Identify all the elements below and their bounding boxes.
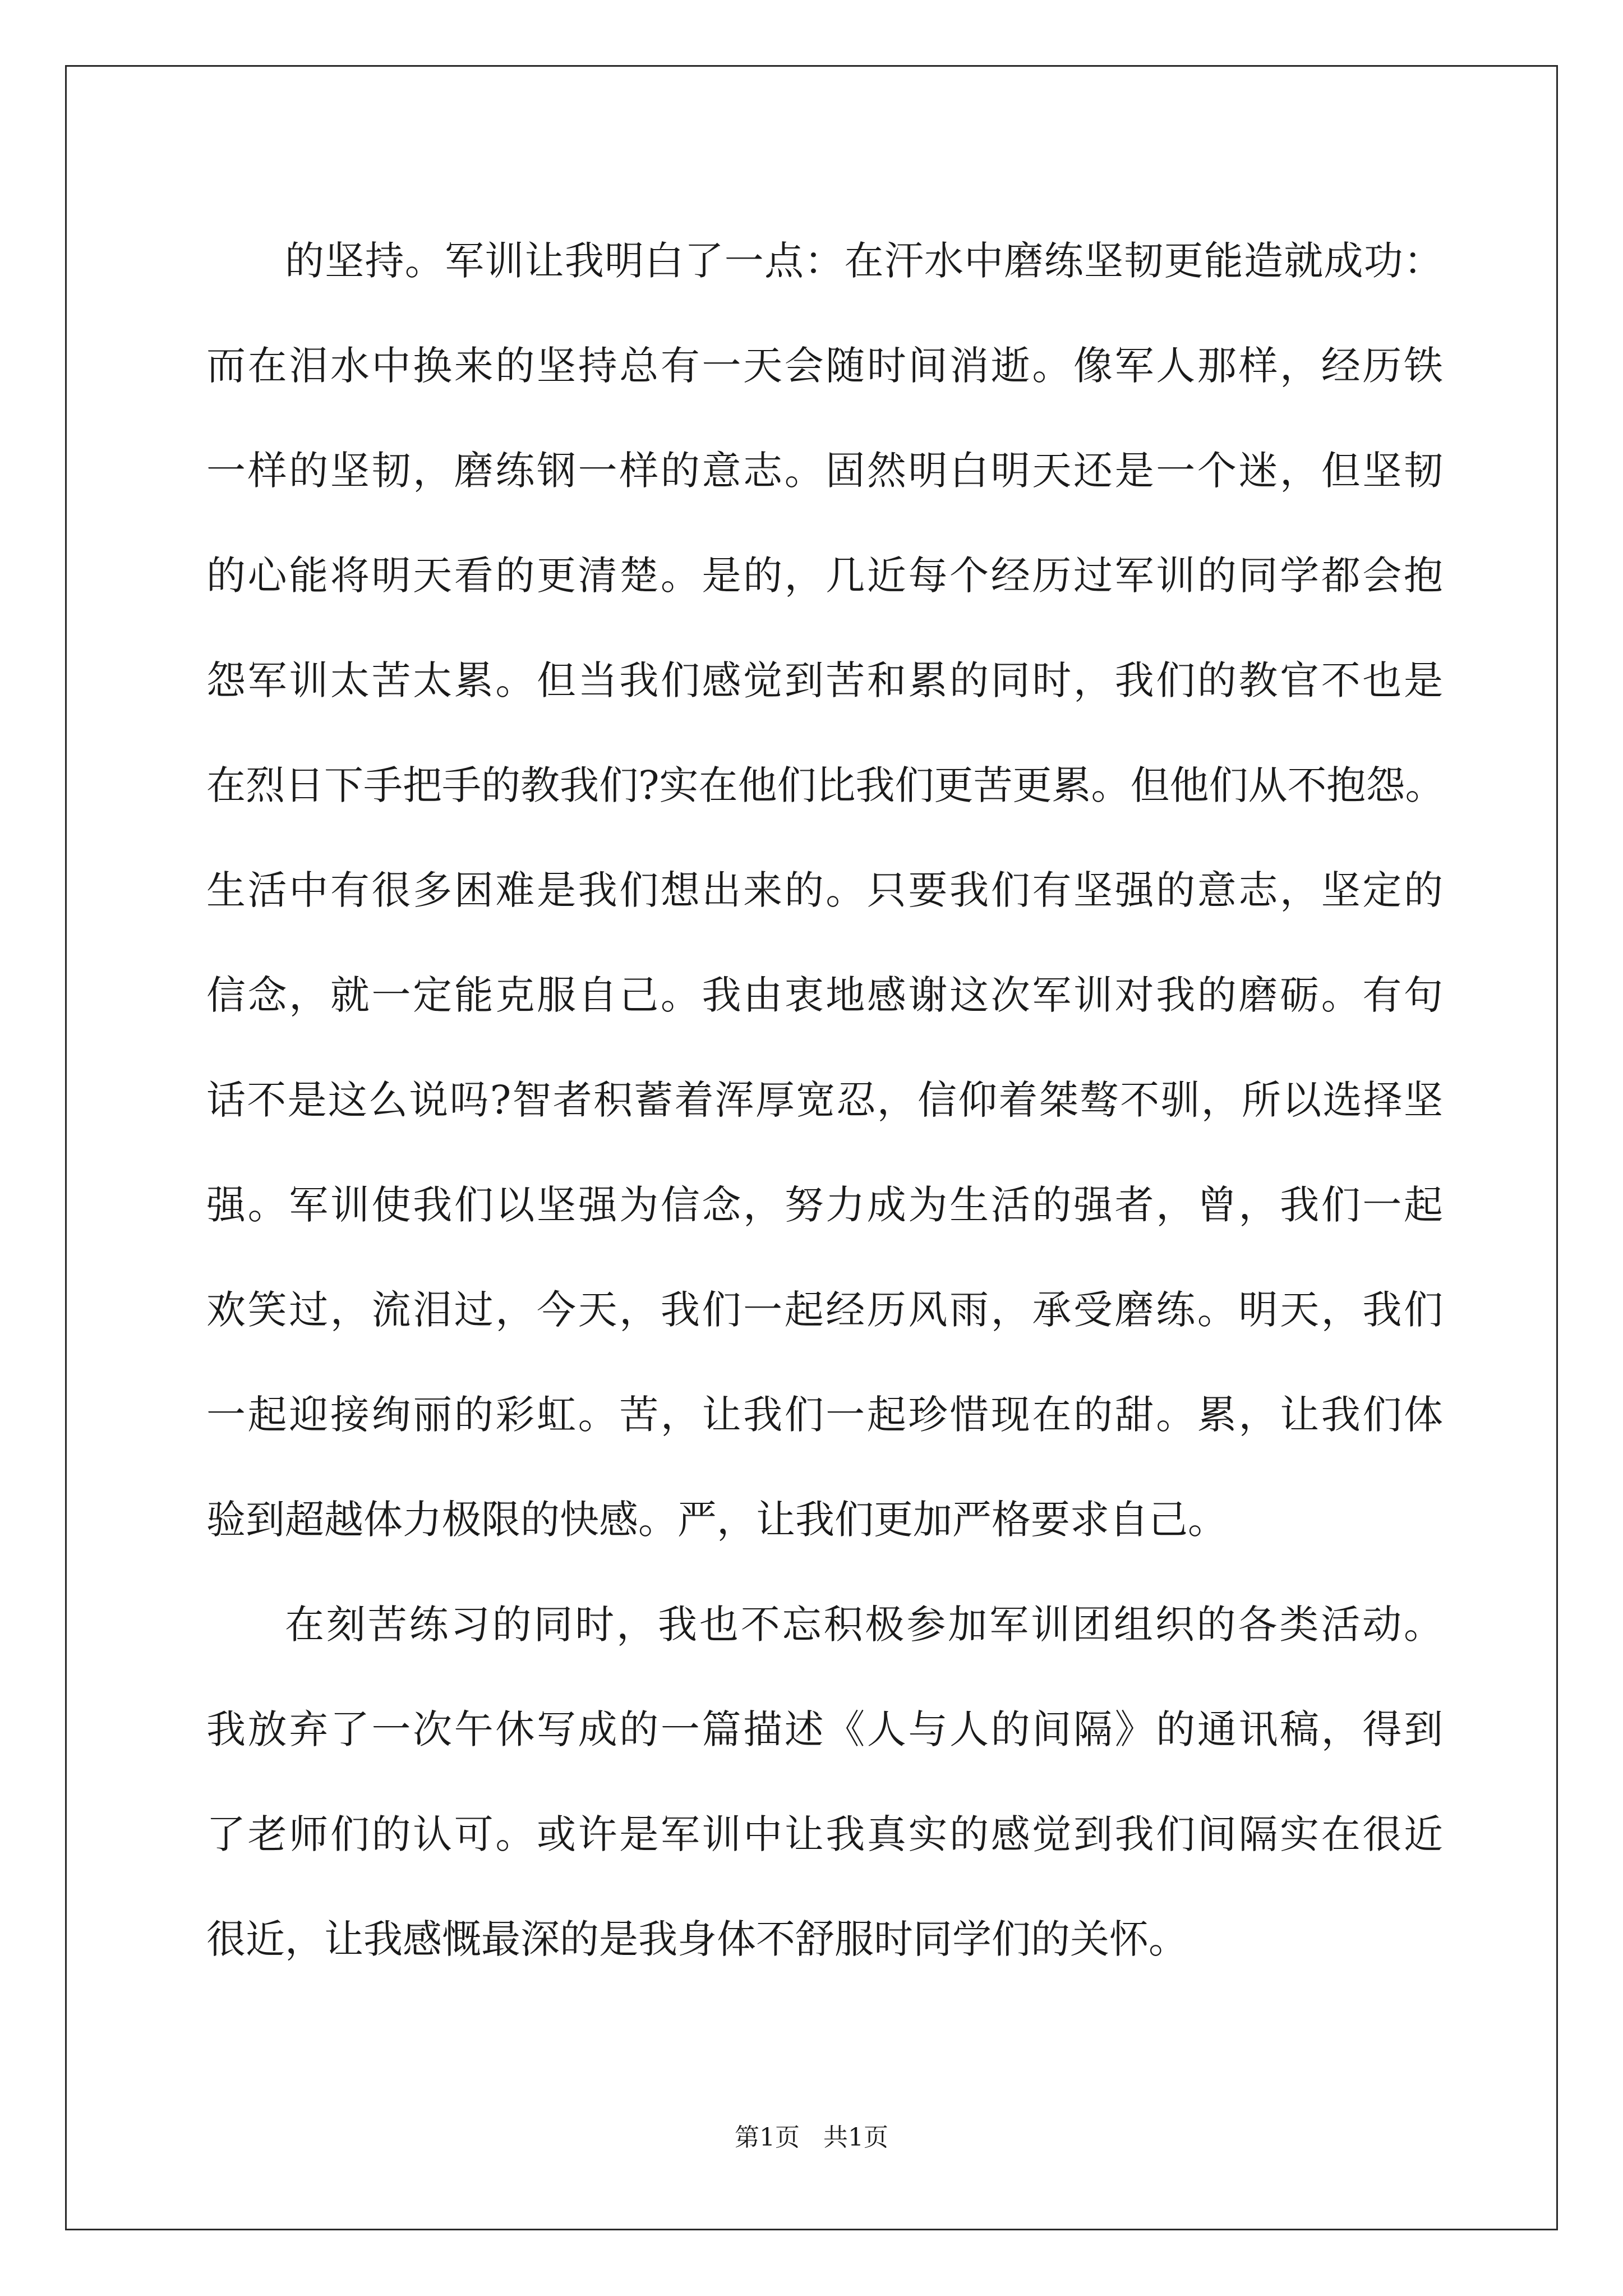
text-line: 一起迎接绚丽的彩虹。苦，让我们一起珍惜现在的甜。累，让我们体 (206, 1392, 1443, 1438)
text-line: 的坚持。军训让我明白了一点：在汗水中磨练坚韧更能造就成功： (285, 238, 1443, 284)
text-line: 话不是这么说吗?智者积蓄着浑厚宽忍，信仰着桀骜不驯，所以选择坚 (206, 1077, 1443, 1123)
text-line: 而在泪水中换来的坚持总有一天会随时间消逝。像军人那样，经历铁 (206, 343, 1443, 389)
text-line: 欢笑过，流泪过，今天，我们一起经历风雨，承受磨练。明天，我们 (206, 1287, 1443, 1333)
page-footer: 第1页 共1页 (735, 2123, 888, 2152)
text-line: 信念，就一定能克服自己。我由衷地感谢这次军训对我的磨砺。有句 (206, 972, 1443, 1018)
text-line: 一样的坚韧，磨练钢一样的意志。固然明白明天还是一个迷，但坚韧 (206, 448, 1443, 494)
text-line: 怨军训太苦太累。但当我们感觉到苦和累的同时，我们的教官不也是 (206, 657, 1443, 703)
document-body (206, 209, 1443, 1992)
text-line: 验到超越体力极限的快感。严，让我们更加严格要求自己。 (206, 1497, 1227, 1543)
text-line: 强。军训使我们以坚强为信念，努力成为生活的强者，曾，我们一起 (206, 1182, 1443, 1228)
text-line: 我放弃了一次午休写成的一篇描述《人与人的间隔》的通讯稿，得到 (206, 1706, 1443, 1752)
text-line: 生活中有很多困难是我们想出来的。只要我们有坚强的意志，坚定的 (206, 867, 1443, 913)
text-line: 在刻苦练习的同时，我也不忘积极参加军训团组织的各类活动。 (285, 1602, 1443, 1648)
text-line: 的心能将明天看的更清楚。是的，几近每个经历过军训的同学都会抱 (206, 553, 1443, 599)
text-line: 在烈日下手把手的教我们?实在他们比我们更苦更累。但他们从不抱怨。 (206, 762, 1445, 808)
text-line: 了老师们的认可。或许是军训中让我真实的感觉到我们间隔实在很近 (206, 1811, 1443, 1857)
text-line: 很近，让我感慨最深的是我身体不舒服时同学们的关怀。 (206, 1916, 1188, 1962)
